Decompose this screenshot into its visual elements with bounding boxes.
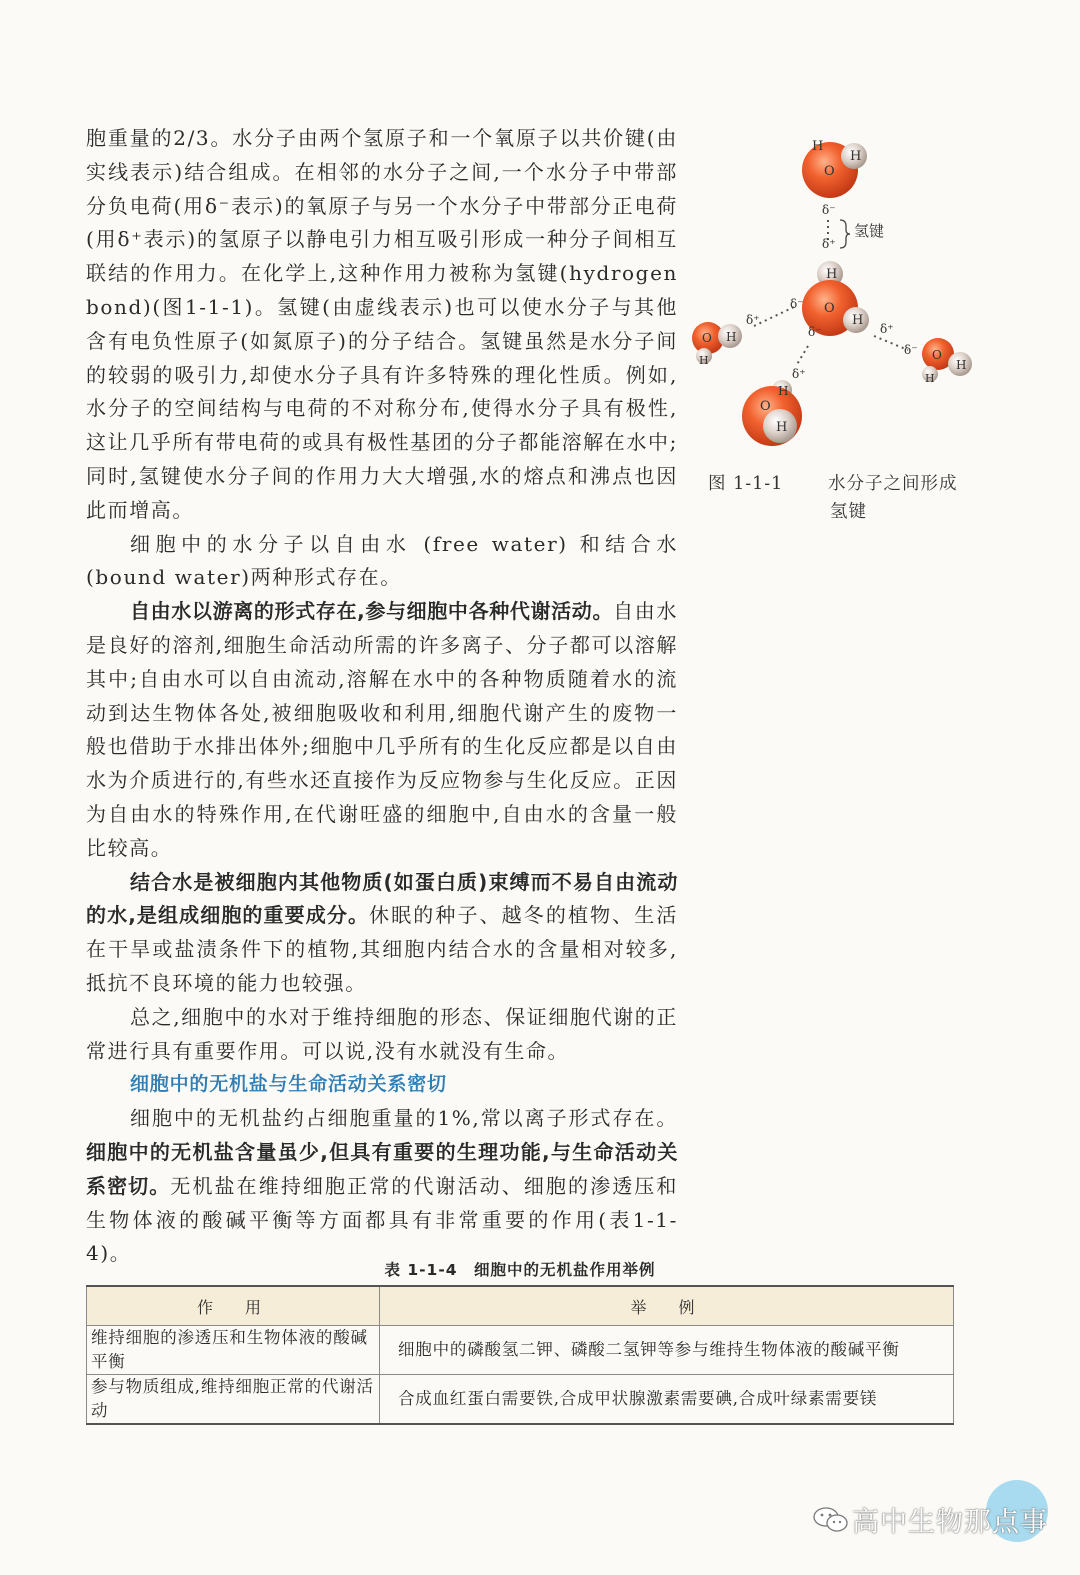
svg-text:H: H	[812, 139, 824, 154]
section-heading: 细胞中的无机盐与生命活动关系密切	[130, 1073, 447, 1096]
svg-text:δ⁺: δ⁺	[880, 322, 894, 336]
hydrogen-bond-figure	[686, 128, 986, 458]
svg-text:δ⁻: δ⁻	[808, 325, 822, 339]
body-text	[86, 122, 678, 1271]
table-cell-example: 细胞中的磷酸氢二钾、磷酸二氢钾等参与维持生物体液的酸碱平衡	[380, 1326, 954, 1375]
svg-text:O: O	[702, 331, 712, 345]
svg-text:δ⁻: δ⁻	[790, 297, 804, 311]
salts-detail: 无机盐在维持细胞正常的代谢活动、细胞的渗透压和生物体液的酸碱平衡等方面都具有非常重要的作用(表1-1-4)。	[86, 1173, 678, 1266]
table-title: 表 1-1-4 细胞中的无机盐作用举例	[384, 1261, 656, 1279]
bound-water-detail: 休眠的种子、越冬的植物、生活在干旱或盐渍条件下的植物,其细胞内结合水的含量相对较多,抵抗不良环境的能力也较强。	[86, 903, 678, 995]
svg-text:H: H	[699, 354, 709, 367]
hydrogen-bond-label: 氢键	[854, 222, 885, 240]
bound-water-key-sentence: 结合水是被细胞内其他物质(如蛋白质)束缚而不易自由流动的水,是组成细胞的重要成分。	[86, 869, 678, 928]
paragraph-water-structure: 胞重量的2/3。水分子由两个氢原子和一个氧原子以共价键(由实线表示)结合组成。在相邻的水分子之间,一个水分子中带部分负电荷(用δ⁻表示)的氧原子与另一个水分子中带部分正电荷(用δ⁺表示)的氢原子以静电引力相互吸引形成一种分子间相互联结的作用力。在化学上,这种作用力被称为氢键(hydrogen bond)(图1-1-1)。氢键(由虚线表示)也可以使水分子与其他含有电负性原子(如氮原子)的分子结合。氢键虽然是水分子间的较弱的吸引力,却使水分子具有许多特殊的理化性质。例如,水分子的空间结构与电荷的不对称分布,使得水分子具有极性,这让几乎所有带电荷的或具有极性基团的分子都能溶解在水中;同时,氢键使水分子间的作用力大大增强,水的熔点和沸点也因此而增高。	[86, 126, 678, 522]
table-header-row	[87, 1286, 954, 1326]
figure-caption-line1: 水分子之间形成	[828, 474, 958, 494]
header-example: 举 例	[380, 1286, 954, 1326]
wechat-icon	[812, 1506, 850, 1534]
table-row	[87, 1375, 954, 1425]
salts-key-sentence: 细胞中的无机盐含量虽少,但具有重要的生理功能,与生命活动关系密切。	[86, 1139, 678, 1198]
free-water-detail: 自由水是良好的溶剂,细胞生命活动所需的许多离子、分子都可以溶解其中;自由水可以自由流动,溶解在水中的各种物质随着水的流动到达生物体各处,被细胞吸收和利用,细胞代谢产生的废物一般也借助于水排出体外;细胞中几乎所有的生化反应都是以自由水为介质进行的,有些水还直接作为反应物参与生化反应。正因为自由水的特殊作用,在代谢旺盛的细胞中,自由水的含量一般比较高。	[86, 599, 678, 860]
table-cell-function: 维持细胞的渗透压和生物体液的酸碱平衡	[87, 1326, 380, 1375]
svg-text:O: O	[932, 348, 942, 362]
water-molecule-bottom	[742, 380, 802, 446]
svg-text:H: H	[852, 313, 864, 328]
free-water-key-sentence: 自由水以游离的形式存在,参与细胞中各种代谢活动。	[130, 599, 614, 624]
delta-plus-label: δ⁺	[822, 237, 836, 251]
paragraph-water-forms: 细胞中的水分子以自由水 (free water) 和结合水(bound water)两种形式存在。	[86, 531, 678, 590]
figure-number: 图 1-1-1	[708, 474, 784, 494]
svg-text:δ⁻: δ⁻	[904, 343, 918, 357]
watermark-text: 高中生物那点事	[852, 1507, 1048, 1538]
svg-text:δ⁺: δ⁺	[746, 313, 760, 327]
inorganic-salts-table	[86, 1285, 954, 1425]
paragraph-free-water	[86, 595, 678, 865]
figure-caption-line2: 氢键	[830, 502, 867, 522]
svg-text:H: H	[826, 267, 838, 282]
svg-text:H: H	[726, 330, 737, 344]
delta-minus-label: δ⁻	[822, 203, 836, 217]
salts-intro: 细胞中的无机盐约占细胞重量的1%,常以离子形式存在。	[130, 1106, 678, 1131]
water-molecule-top	[802, 139, 867, 198]
svg-text:O: O	[760, 399, 771, 414]
svg-text:H: H	[850, 149, 862, 164]
figure-caption	[708, 470, 998, 526]
svg-text:δ⁺: δ⁺	[792, 367, 806, 381]
water-molecule-left	[692, 322, 742, 367]
paragraph-summary: 总之,细胞中的水对于维持细胞的形态、保证细胞代谢的正常进行具有重要作用。可以说,没有水就没有生命。	[86, 1004, 678, 1063]
water-molecules-diagram	[686, 128, 986, 458]
brace-icon	[840, 220, 850, 248]
svg-text:H: H	[778, 384, 789, 398]
paragraph-bound-water	[86, 866, 678, 1001]
header-function: 作 用	[87, 1286, 380, 1326]
paragraph-inorganic-salts	[86, 1102, 678, 1271]
svg-text:H: H	[776, 420, 788, 435]
svg-text:O: O	[824, 301, 835, 316]
svg-text:O: O	[824, 164, 835, 179]
water-molecule-right	[922, 338, 972, 385]
svg-text:H: H	[956, 358, 967, 372]
svg-text:H: H	[925, 372, 935, 385]
table-cell-example: 合成血红蛋白需要铁,合成甲状腺激素需要碘,合成叶绿素需要镁	[380, 1375, 954, 1425]
table-cell-function: 参与物质组成,维持细胞正常的代谢活动	[87, 1375, 380, 1425]
watermark	[812, 1500, 1052, 1544]
table-row	[87, 1326, 954, 1375]
